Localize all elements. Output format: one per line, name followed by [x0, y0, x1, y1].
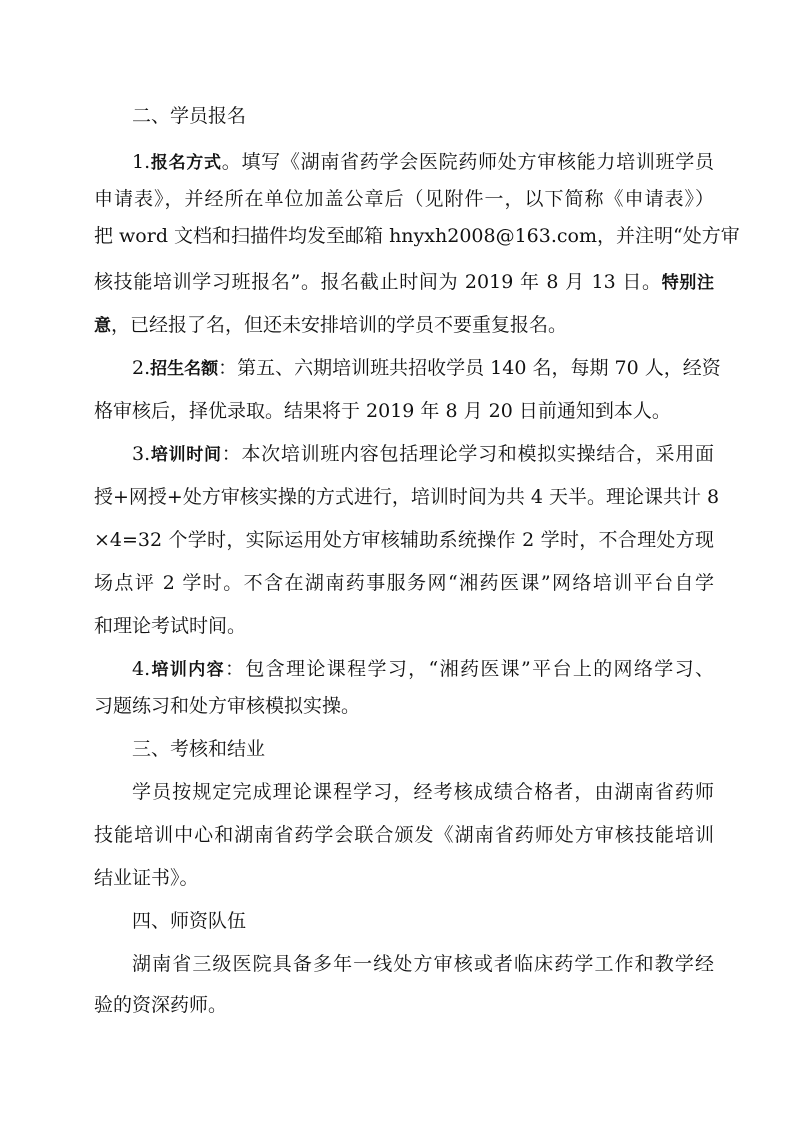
paragraph-line: 湖南省三级医院具备多年一线处方审核或者临床药学工作和教学经	[132, 953, 714, 975]
paragraph-line: 授+网授+处方审核实操的方式进行，培训时间为共 4 天半。理论课共计 8	[94, 486, 720, 508]
item-number: 2.	[132, 357, 151, 379]
paragraph-text: ：第五、六期培训班共招收学员 140 名，每期 70 人，经资	[218, 357, 721, 379]
paragraph-line: 结业证书》。	[94, 867, 199, 889]
section-heading-assessment: 三、考核和结业	[132, 738, 266, 760]
section-heading-faculty: 四、师资队伍	[132, 910, 247, 932]
paragraph-line	[132, 356, 721, 382]
paragraph-text: ，已经报了名，但还未安排培训的学员不要重复报名。	[111, 314, 568, 336]
item-label: 招生名额	[150, 359, 219, 379]
paragraph-line	[132, 442, 714, 468]
paragraph-line	[132, 150, 714, 176]
paragraph-line	[94, 313, 714, 339]
paragraph-line: 场点评 2 学时。不含在湖南药事服务网“湘药医课”网络培训平台自学	[94, 572, 714, 594]
paragraph-line: 把 word 文档和扫描件均发至邮箱 hnyxh2008@163.com，并注明“处方审	[94, 225, 740, 247]
item-number: 3.	[132, 443, 151, 465]
item-number: 4.	[132, 658, 151, 680]
paragraph-line: 学员按规定完成理论课程学习，经考核成绩合格者，由湖南省药师	[132, 781, 714, 803]
paragraph-line: 习题练习和处方审核模拟实操。	[94, 695, 361, 717]
paragraph-text: ：包含理论课程学习，“湘药医课”平台上的网络学习、	[224, 658, 714, 680]
item-label: 培训内容	[150, 660, 225, 680]
paragraph-line: 格审核后，择优录取。结果将于 2019 年 8 月 20 日前通知到本人。	[94, 400, 671, 422]
emphasis-text: 特别注	[661, 273, 715, 293]
paragraph-text: 。填写《湖南省药学会医院药师处方审核能力培训班学员	[221, 151, 714, 173]
paragraph-line: ×4=32 个学时，实际运用处方审核辅助系统操作 2 学时，不合理处方现	[94, 529, 714, 551]
paragraph-line: 申请表》，并经所在单位加盖公章后（见附件一，以下简称《申请表》）	[94, 188, 714, 210]
paragraph-text: ：本次培训班内容包括理论学习和模拟实操结合，采用面	[221, 443, 714, 465]
item-label: 培训时间	[150, 445, 222, 465]
paragraph-line	[94, 270, 714, 296]
paragraph-line: 和理论考试时间。	[94, 615, 247, 637]
paragraph-line: 验的资深药师。	[94, 994, 228, 1016]
item-number: 1.	[132, 151, 151, 173]
paragraph-text: 核技能培训学习班报名”。报名截止时间为 2019 年 8 月 13 日。	[94, 271, 662, 293]
section-heading-registration: 二、学员报名	[132, 105, 247, 127]
paragraph-line: 技能培训中心和湖南省药学会联合颁发《湖南省药师处方审核技能培训	[94, 824, 714, 846]
item-label: 报名方式	[150, 153, 222, 173]
emphasis-text: 意	[94, 316, 111, 336]
paragraph-line	[132, 657, 714, 683]
